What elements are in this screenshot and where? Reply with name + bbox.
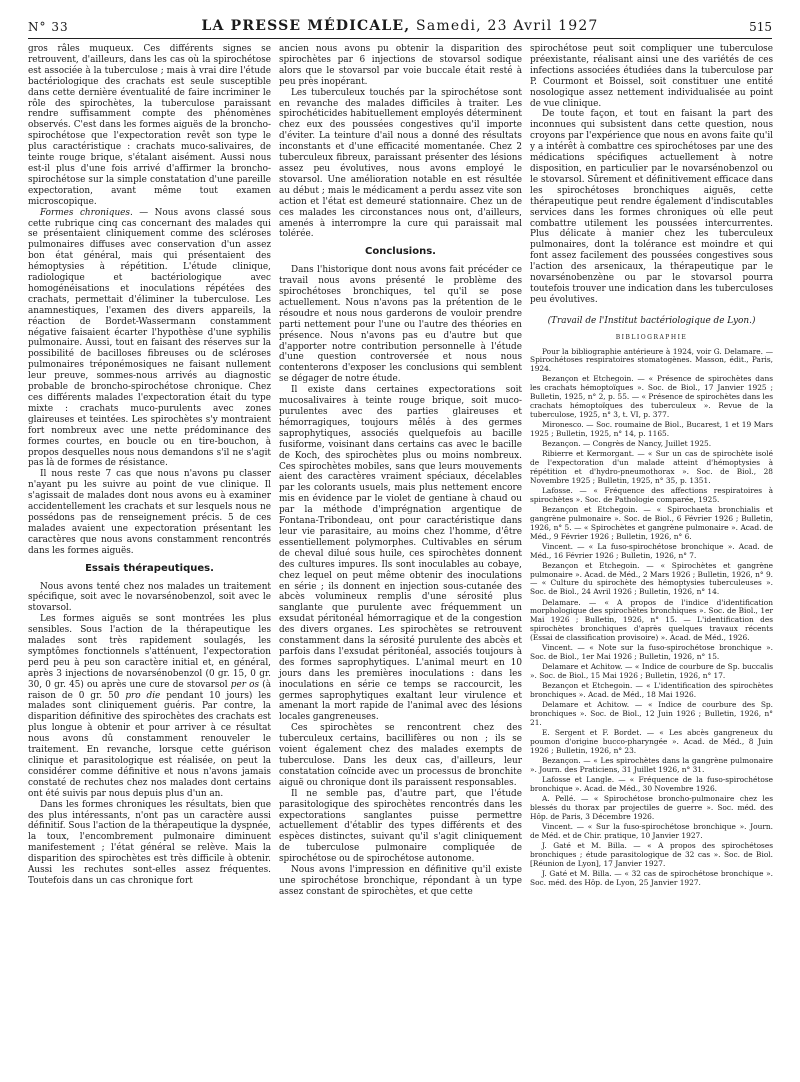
bibliography-entry: A. Pellé. — « Spirochétose broncho-pulmonaire chez les blessés du thorax par projectiles de guerre ». Soc. méd. des Hôp. de Paris, 3 Décembre 1926.	[530, 794, 773, 821]
bibliography-entry: Bezançon et Etchegoin. — « L'identification des spirochètes bronchiques ». Acad. de Méd., 18 Mai 1926.	[530, 681, 773, 700]
column-left	[28, 44, 271, 887]
bibliography-entry: J. Gaté et M. Billa. — « 32 cas de spirochétose bronchique ». Soc. méd. des Hôp. de Lyon, 25 Janvier 1927.	[530, 869, 773, 887]
bibliography-entry: Delamare. — « A propos de l'indice d'identification morphologique des spirochètes bronchiques ». Soc. de Biol., 1er Mai 1926 ; Bulletin, 1926, n° 15. — L'identification des spirochètes bronchiques d'après quelques travaux récents (Essai de classification provisoire) ». Acad. de Méd., 1926.	[530, 597, 773, 642]
issue-number: N° 33	[28, 20, 69, 34]
bibliography-list	[530, 348, 773, 888]
paragraph: ancien nous avons pu obtenir la disparition des spirochètes par 6 injections de stovarsol sodique alors que le stovarsol par voie buccale était resté à peu près inopérant.	[279, 44, 522, 87]
paragraph: Nous avons tenté chez nos malades un traitement spécifique, soit avec le novarsénobenzol, soit avec le stovarsol.	[28, 581, 271, 614]
subheading-chroniques: Formes chroniques.	[40, 207, 133, 218]
bibliography-entry: Bezançon et Etchegoin. — « Spirochaeta bronchialis et gangrène pulmonaire ». Soc. de Biol., 6 Février 1926 ; Bulletin, 1926, n° 5. — « Spirochètes et gangrène pulmonaire ». Acad. de Méd., 9 Février 1926 ; Bulletin, 1926, n° 6.	[530, 505, 773, 541]
bibliography-heading: BIBLIOGRAPHIE	[615, 333, 688, 341]
paragraph: Il nous reste 7 cas que nous n'avons pu classer n'ayant pu les suivre au point de vue clinique. Il s'agissait de malades dont nous avons eu à examiner accidentellement les crachats et sur lesquels nous ne possédons pas de renseignement précis. 5 de ces malades avaient une expectoration présentant les caractères que nous avons constamment rencontrés dans les formes aiguës.	[28, 469, 271, 556]
bibliography-entry: Pour la bibliographie antérieure à 1924, voir G. Delamare. — Spirochétoses respiratoires stomatogènes. Masson, édit., Paris, 1924.	[530, 346, 773, 374]
bibliography-entry: E. Sergent et F. Bordet. — « Les abcès gangreneux du poumon d'origine bucco-pharyngée ». Acad. de Méd., 8 Juin 1926 ; Bulletin, 1926, n° 23.	[530, 728, 773, 755]
paragraph: Nous avons l'impression en définitive qu'il existe une spirochétose bronchique, répondant à un type assez constant de spirochètes, et que cette	[279, 865, 522, 897]
bibliography-entry: Lafosse. — « Fréquence des affections respiratoires à spirochètes ». Soc. de Pathologie comparée, 1925.	[530, 486, 773, 504]
page-number: 515	[749, 20, 772, 34]
bibliography-entry: J. Gaté et M. Billa. — « A propos des spirochétoses bronchiques ; étude parasitologique de 32 cas ». Soc. de Biol. [Réunion de Lyon], 17 Janvier 1927.	[530, 841, 773, 868]
paragraph: spirochétose peut soit compliquer une tuberculose préexistante, réalisant ainsi une des variétés de ces infections associées étudiées dans la tuberculose par P. Courmont et Boissel, soit constituer une entité nosologique assez nettement individualisée au point de vue clinique.	[530, 44, 773, 109]
bibliography-entry: Bezançon. — Congrès de Nancy, Juillet 1925.	[542, 439, 712, 449]
bibliography-entry: Ribierre et Kermorgant. — « Sur un cas de spirochète isolé de l'expectoration d'un malade atteint d'hémoptysies à répétition et d'hydro-pneumothorax ». Soc. de Biol., 28 Novembre 1925 ; Bulletin, 1925, n° 35, p. 1351.	[530, 449, 773, 485]
issue-date: Samedi, 23 Avril 1927	[416, 18, 599, 34]
publication-name: LA PRESSE MÉDICALE,	[201, 18, 411, 34]
bibliography-entry: Vincent. — « Sur la fuso-spirochétose bronchique ». Journ. de Méd. et de Chir. pratique, 10 Janvier 1927.	[530, 822, 773, 840]
paragraph: Les tuberculeux touchés par la spirochétose sont en revanche des malades difficiles à traiter. Les spirochéticides habituellement employés déterminent chez eux des poussées congestives qu'il importe d'éviter. La teinture d'ail nous a donné des résultats inconstants et d'une efficacité momentanée. Chez 2 tuberculeux fibreux, paraissant présenter des lésions assez peu évolutives, nous avons employé le stovarsol. Une amélioration notable en est résultée au début ; mais le médicament a perdu assez vite son action et l'état est demeuré stationnaire. Chez un de ces malades les circonstances nous ont, d'ailleurs, amenés à interrompre la cure qui paraissait mal tolérée.	[279, 87, 522, 240]
page-header	[28, 14, 772, 39]
section-heading-conclusions: Conclusions.	[365, 246, 436, 258]
paragraph: Formes chroniques. — Nous avons classé sous cette rubrique cinq cas concernant des malades qui se présentaient cliniquement comme des scléroses pulmonaires diffuses avec conservation d'un assez bon état général, mais qui présentaient des hémoptysies à répétition. L'étude clinique, radiologique et bactériologique avec homogénéisations et inoculations répétées des crachats, permettait d'éliminer la tuberculose. Les anamnestiques, l'examen des divers appareils, la réaction de Bordet-Wassermann constamment négative faisaient écarter l'hypothèse d'une syphilis pulmonaire. Aussi, tout en faisant des réserves sur la possibilité de bacilloses fibreuses ou de scléroses pulmonaires tréponémosiques ne faisant nullement leur preuve, sommes-nous arrivés au diagnostic probable de broncho-spirochétose chronique. Chez ces différents malades l'expectoration était du type mixte : crachats muco-purulents avec zones glaireuses et teintées. Les spirochètes s'y montraient fort nombreux avec une nette prédominance des formes courtes, en boucle ou en tire-bouchon, à propos desquelles nous nous demandons s'il ne s'agit pas là de formes de résistance.	[28, 207, 271, 469]
bibliography-entry: Vincent. — « Note sur la fuso-spirochétose bronchique ». Soc. de Biol., 1er Mai 1926 ; Bulletin, 1926, n° 15.	[530, 643, 773, 661]
bibliography-entry: Lafosse et Langle. — « Fréquence de la fuso-spirochétose bronchique ». Acad. de Méd., 30 Novembre 1926.	[530, 775, 773, 794]
bibliography-entry: Bezançon. — « Les spirochètes dans la gangrène pulmonaire ». Journ. des Praticiens, 31 Juillet 1926, n° 31.	[530, 756, 773, 774]
bibliography-entry: Bezançon et Etchegoin. — « Spirochètes et gangrène pulmonaire ». Acad. de Méd., 2 Mars 1926 ; Bulletin, 1926, n° 9. — « Culture du spirochète des hémoptysies tuberculeuses ». Soc. de Biol., 24 Avril 1926 ; Bulletin, 1926, n° 14.	[530, 560, 773, 597]
bibliography-entry: Vincent. — « La fuso-spirochétose bronchique ». Acad. de Méd., 16 Février 1926 ; Bulletin, 1926, n° 7.	[530, 541, 773, 560]
paragraph: De toute façon, et tout en faisant la part des inconnues qui subsistent dans cette question, nous croyons par l'expérience que nous en avons faite qu'il y a intérêt à combattre ces spirochétoses par une des médications spécifiques actuellement à notre disposition, en particulier par le novarsénobenzol ou le stovarsol. Sûrement et définitivement efficace dans les spirochétoses bronchiques aiguës, cette thérapeutique peut rendre également d'indiscutables services dans les formes chroniques où elle peut combattre utilement les poussées intercurrentes. Plus délicate à manier chez les tuberculeux pulmonaires, dont la tolérance est moindre et qui font assez facilement des poussées congestives sous l'action des arsenicaux, la thérapeutique par le novarsénobenzène ou par le stovarsol pourra toutefois trouver une indication dans les tuberculoses peu évolutives.	[530, 109, 773, 305]
bibliography-entry: Mironesco. — Soc. roumaine de Biol., Bucarest, 1 et 19 Mars 1925 ; Bulletin, 1925, n° 14, p. 1165.	[530, 419, 773, 438]
paragraph: Il existe dans certaines expectorations soit mucosalivaires à teinte rouge brique, soit muco-purulentes avec des parties glaireuses et hémorragiques, toujours mêlés à des germes saprophytiques, associés quelquefois au bacille fusiforme, voisinant dans certains cas avec le bacille de Koch, des spirochètes plus ou moins nombreux. Ces spirochètes mobiles, sans que leurs mouvements aient des caractères vraiment spéciaux, décelables par les colorants usuels, mais plus nettement encore mis en évidence par le violet de gentiane à chaud ou par la méthode d'imprégnation argentique de Fontana-Tribondeau, ont pour caractéristique dans leur vie parasitaire, au moins chez l'homme, d'être essentiellement polymorphes. Cultivables en sérum de cheval dilué sous huile, ces spirochètes donnent des cultures impures. Ils sont inoculables au cobaye, chez lequel on peut même obtenir des inoculations en série ; ils donnent en injection sous-cutanée des abcès volumineux remplis d'une sérosité plus sanglante que purulente avec fréquemment un exsudat péritonéal hémorragique et de la congestion des divers organes. Les spirochètes se retrouvent constamment dans la sérosité purulente des abcès et parfois dans l'exsudat péritonéal, associés toujours à des formes saprophytiques. L'animal meurt en 10 jours dans les premières inoculations : dans les inoculations en série ce temps se raccourcit, les germes saprophytiques exaltant leur virulence et amenant la mort rapide de l'animal avec des lésions locales gangreneuses.	[279, 385, 522, 723]
paragraph: Ces spirochètes se rencontrent chez des tuberculeux certains, bacillifères ou non ; ils se voient également chez des malades exempts de tuberculose. Dans les deux cas, d'ailleurs, leur constatation coïncide avec un processus de bronchite aiguë ou chronique dont ils paraissent responsables.	[279, 723, 522, 788]
column-right	[530, 44, 773, 889]
column-middle	[279, 44, 522, 898]
paragraph: Dans les formes chroniques les résultats, bien que des plus intéressants, n'ont pas un caractère aussi définitif. Sous l'action de la thérapeutique la dyspnée, la toux, l'encombrement pulmonaire diminuent manifestement ; l'état général se relève. Mais la disparition des spirochètes est très difficile à obtenir. Aussi les rechutes sont-elles assez fréquentes. Toutefois dans un cas chronique fort	[28, 799, 271, 886]
institute-credit: (Travail de l'Institut bactériologique de Lyon.)	[547, 315, 756, 326]
bibliography-entry: Delamare et Achitow. — « Indice de courbure des Sp. bronchiques ». Soc. de Biol., 12 Juin 1926 ; Bulletin, 1926, n° 21.	[530, 700, 773, 727]
bibliography-entry: Delamare et Achitow. — « Indice de courbure de Sp. buccalis ». Soc. de Biol., 15 Mai 1926 ; Bulletin, 1926, n° 17.	[530, 662, 773, 680]
paragraph: Les formes aiguës se sont montrées les plus sensibles. Sous l'action de la thérapeutique les malades sont très rapidement soulagés, les symptômes fonctionnels s'atténuent, l'expectoration perd peu à peu son caractère initial et, en général, après 3 injections de novarsénobenzol (0 gr. 15, 0 gr. 30, 0 gr. 45) ou après une cure de stovarsol per os (à raison de 0 gr. 50 pro die pendant 10 jours) les malades sont cliniquement guéris. Par contre, la disparition définitive des spirochètes des crachats est plus longue à obtenir et pour arriver à ce résultat nous avons dû constamment renouveler le traitement. En revanche, lorsque cette guérison clinique et parasitologique est réalisée, on peut la considérer comme définitive et nous n'avons jamais constaté de rechutes chez nos malades dont certains ont été suivis par nous depuis plus d'un an.	[28, 614, 271, 799]
paragraph: gros râles muqueux. Ces différents signes se retrouvent, d'ailleurs, dans les cas où la spirochétose est associée à la tuberculose ; mais à vrai dire l'étude bactériologique des crachats est seule susceptible dans cette dernière éventualité de faire incriminer le rôle des spirochètes, la tuberculose paraissant rendre suffisamment compte des phénomènes observés. C'est dans les formes aiguës de la broncho-spirochétose que l'expectoration revêt son type le plus caractéristique : crachats muco-salivaires, de teinte rouge brique, s'étalant aisément. Aussi nous est-il plus d'une fois arrivé d'affirmer la broncho-spirochétose sur la simple constatation d'une pareille expectoration, avant même tout examen microscopique.	[28, 44, 271, 207]
journal-title	[28, 18, 772, 34]
bibliography-entry: Bezançon et Etchegoin. — « Présence de spirochètes dans les crachats hémoptoïques ». Soc. de Biol., 17 Janvier 1925 ; Bulletin, 1925, n° 2, p. 55. — « Présence de spirochètes dans les crachats hémoptoïques des tuberculeux ». Revue de la tuberculose, 1925, n° 3, t. VI, p. 377.	[530, 374, 773, 419]
paragraph: Dans l'historique dont nous avons fait précéder ce travail nous avons présenté le problème des spirochétoses bronchiques, tel qu'il se pose actuellement. Nous n'avons pas la prétention de le résoudre et nous nous garderons de vouloir prendre parti nettement pour l'une ou l'autre des théories en présence. Nous n'avons pas eu d'autre but que d'apporter notre contribution personnelle à l'étude d'une question controversée et nous nous contenterons d'exposer les conclusions qui semblent se dégager de notre étude.	[279, 265, 522, 385]
paragraph: Il ne semble pas, d'autre part, que l'étude parasitologique des spirochètes rencontrés dans les expectorations sanglantes puisse permettre actuellement d'établir des types différents et des espèces distinctes, suivant qu'il s'agit cliniquement de tuberculose pulmonaire compliquée de spirochétose ou de spirochétose autonome.	[279, 788, 522, 865]
section-heading-essais: Essais thérapeutiques.	[85, 562, 214, 574]
